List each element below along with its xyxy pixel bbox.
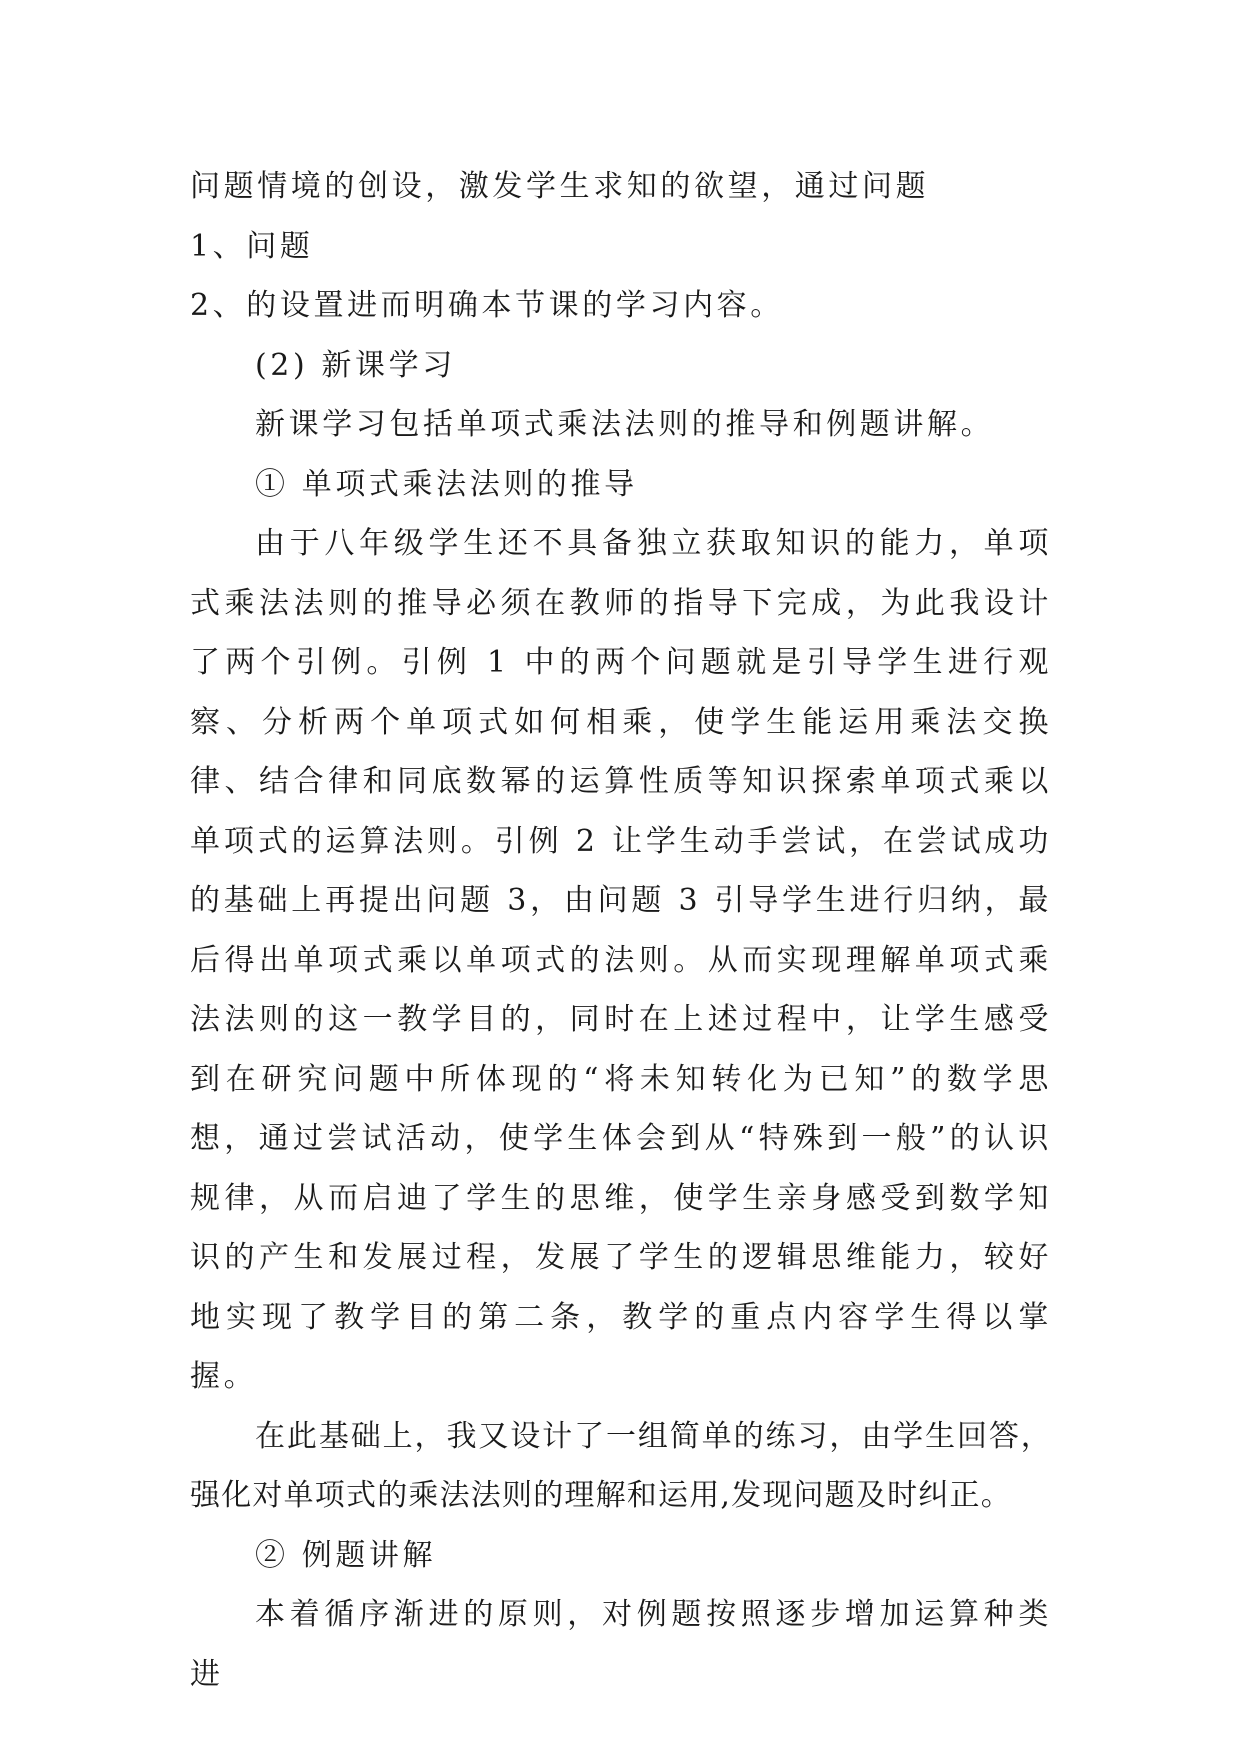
document-body (190, 157, 1052, 1704)
subheading-examples: ② 例题讲解 (255, 1537, 437, 1573)
paragraph-examples: 本着循序渐进的原则，对例题按照逐步增加运算种类进 (190, 1597, 1052, 1692)
paragraph-practice: 在此基础上，我又设计了一组简单的练习，由学生回答，强化对单项式的乘法法则的理解和运用,发现问题及时纠正。 (190, 1418, 1052, 1513)
subheading-rule-derivation: ① 单项式乘法法则的推导 (255, 466, 638, 502)
paragraph-derivation: 由于八年级学生还不具备独立获取知识的能力，单项式乘法法则的推导必须在教师的指导下完成，为此我设计了两个引例。引例 1 中的两个问题就是引导学生进行观察、分析两个单项式如何相乘，使学生能运用乘法交换律、结合律和同底数幂的运算性质等知识探索单项式乘以单项式的运算法则。引例 2 让学生动手尝试，在尝试成功的基础上再提出问题 3，由问题 3 引导学生进行归纳，最后得出单项式乘以单项式的法则。从而实现理解单项式乘法法则的这一教学目的，同时在上述过程中，让学生感受到在研究问题中所体现的“将未知转化为已知”的数学思想，通过尝试活动，使学生体会到从“特殊到一般”的认识规律，从而启迪了学生的思维，使学生亲身感受到数学知识的产生和发展过程，发展了学生的逻辑思维能力，较好地实现了教学目的第二条，教学的重点内容学生得以掌握。 (190, 526, 1052, 1394)
list-item-2: 2、的设置进而明确本节课的学习内容。 (190, 288, 784, 323)
text-line: 问题情境的创设，激发学生求知的欲望，通过问题 (190, 169, 930, 204)
text-line: 新课学习包括单项式乘法法则的推导和例题讲解。 (255, 407, 995, 442)
section-heading-new-lesson: (2) 新课学习 (255, 347, 456, 383)
list-item-1: 1、问题 (190, 228, 314, 264)
